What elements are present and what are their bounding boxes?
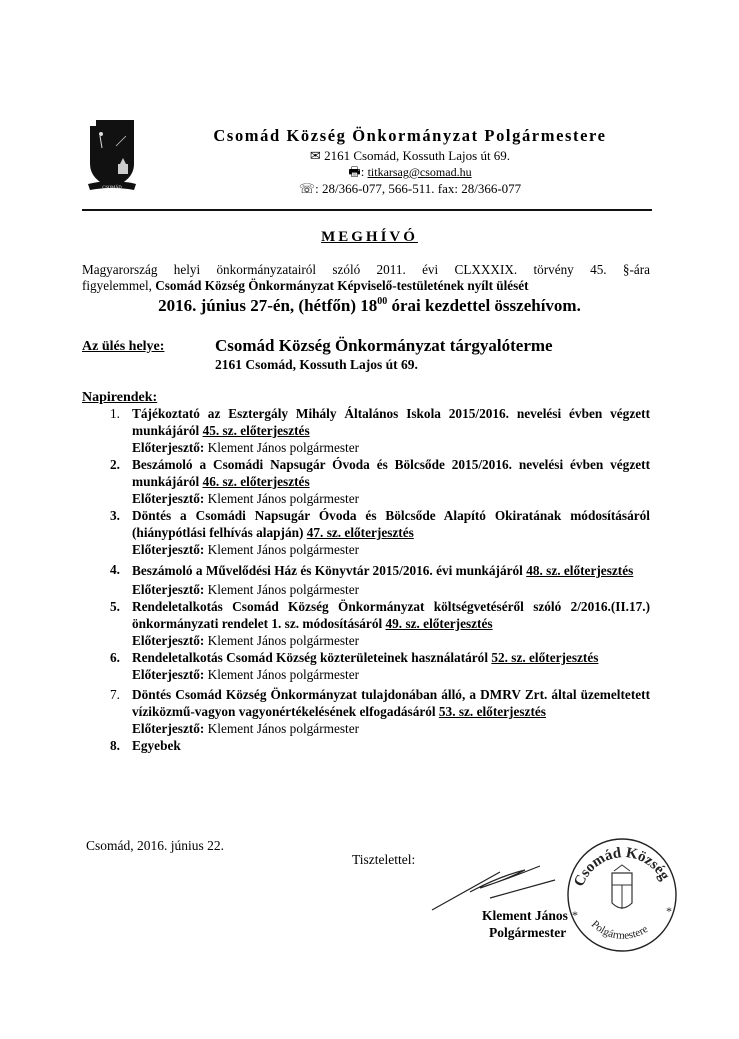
email-line: 🖶: titkarsag@csomad.hu	[348, 164, 472, 179]
proposal-reference: 48. sz. előterjesztés	[526, 563, 634, 578]
agenda-item-number: 6.	[110, 650, 120, 665]
coat-of-arms-icon	[86, 116, 138, 196]
closing-regards: Tisztelettel:	[352, 852, 416, 867]
venue-address: 2161 Csomád, Kossuth Lajos út 69.	[215, 357, 418, 372]
telephone-icon: ☏	[298, 181, 316, 196]
venue-name: Csomád Község Önkormányzat tárgyalóterme	[215, 336, 553, 355]
email-link[interactable]: titkarsag@csomad.hu	[367, 165, 472, 179]
svg-text:*: *	[572, 908, 578, 922]
agenda-item: 3. Döntés a Csomádi Napsugár Óvoda és Bölcsőde Alapító Okiratának módosításáról (hiánypótlási felhívás alapján) 47. sz. előterjesztés Előterjesztő: Klement János polgármester	[110, 508, 650, 557]
header-divider	[82, 209, 652, 211]
agenda-item: 6. Rendeletalkotás Csomád Község közterületeinek használatáról 52. sz. előterjesztés Előterjesztő: Klement János polgármester	[82, 649, 650, 683]
proposal-reference: 46. sz. előterjesztés	[202, 474, 310, 489]
agenda-item: 5. Rendeletalkotás Csomád Község Önkormányzat költségvetéséről szóló 2/2016.(II.17.) önkormányzati rendelet 1. sz. módosításáról 49. sz. előterjesztés Előterjesztő: Klement János polgármester	[110, 599, 650, 648]
presenter-line: Előterjesztő: Klement János polgármester	[132, 667, 360, 682]
signer-title: Polgármester	[489, 925, 567, 940]
svg-text:Csomád Község: Csomád Község	[571, 845, 673, 890]
presenter-line: Előterjesztő: Klement János polgármester	[132, 542, 360, 557]
phone-line: ☏: 28/366-077, 566-511. fax: 28/366-077	[298, 181, 522, 196]
official-stamp-icon	[562, 833, 680, 955]
agenda-list	[82, 405, 650, 754]
venue-label: Az ülés helye:	[82, 339, 165, 354]
proposal-reference: 52. sz. előterjesztés	[491, 650, 599, 665]
meeting-datetime: 2016. június 27-én, (hétfőn) $18^{00}$ órai kezdettel összehívom.	[158, 296, 581, 315]
agenda-heading: Napirendek:	[82, 390, 158, 405]
computer-icon: 🖶	[348, 164, 361, 179]
place-and-date: Csomád, 2016. június 22.	[86, 838, 225, 853]
presenter-line: Előterjesztő: Klement János polgármester	[132, 440, 360, 455]
svg-text:CSOMÁD: CSOMÁD	[102, 184, 122, 190]
agenda-item-number: 5.	[110, 599, 120, 614]
svg-text:*: *	[666, 904, 672, 918]
presenter-line: Előterjesztő: Klement János polgármester	[132, 633, 360, 648]
agenda-item-number: 8.	[110, 738, 120, 753]
envelope-icon: ✉	[309, 148, 321, 163]
proposal-reference: 45. sz. előterjesztés	[202, 423, 310, 438]
signer-name: Klement János	[482, 908, 568, 923]
agenda-item: 7. Döntés Csomád Község Önkormányzat tulajdonában álló, a DMRV Zrt. által üzemeltetett víziközmű-vagyon vagyonértékelésének elfogadásáról 53. sz. előterjesztés Előterjesztő: Klement János polgármester	[110, 687, 650, 736]
intro-paragraph: Magyarország helyi önkormányzatairól szóló 2011. évi CLXXXIX. törvény 45. §-ára figyelemmel, Csomád Község Önkormányzat Képviselő-testületének nyílt ülését	[82, 262, 650, 293]
proposal-reference: 53. sz. előterjesztés	[438, 704, 546, 719]
organization-name: Csomád Község Önkormányzat Polgármestere	[213, 126, 607, 145]
agenda-item: 8. Egyebek	[110, 738, 181, 753]
presenter-line: Előterjesztő: Klement János polgármester	[132, 721, 360, 736]
proposal-reference: 49. sz. előterjesztés	[385, 616, 493, 631]
presenter-line: Előterjesztő: Klement János polgármester	[132, 582, 360, 597]
proposal-reference: 47. sz. előterjesztés	[306, 525, 414, 540]
agenda-item: 2. Beszámoló a Csomádi Napsugár Óvoda és Bölcsőde 2015/2016. nevelési évben végzett munkájáról 46. sz. előterjesztés Előterjesztő: Klement János polgármester	[110, 457, 650, 506]
agenda-item: 4. Beszámoló a Művelődési Ház és Könyvtár 2015/2016. évi munkájáról 48. sz. előterjesztés Előterjesztő: Klement János polgármester	[82, 561, 650, 598]
agenda-item-number: 7.	[110, 687, 120, 702]
svg-text:Polgármestere: Polgármestere	[588, 918, 651, 942]
presenter-line: Előterjesztő: Klement János polgármester	[132, 491, 360, 506]
agenda-item-number: 1.	[110, 406, 120, 421]
agenda-item-number: 2.	[110, 457, 120, 472]
agenda-item: 1. Tájékoztató az Esztergály Mihály Általános Iskola 2015/2016. nevelési évben végzett munkájáról 45. sz. előterjesztés Előterjesztő: Klement János polgármester	[110, 406, 650, 455]
agenda-item-number: 3.	[110, 508, 120, 523]
agenda-item-number: 4.	[110, 562, 120, 577]
postal-address: ✉ 2161 Csomád, Kossuth Lajos út 69.	[309, 148, 511, 163]
document-title: MEGHÍVÓ	[321, 229, 418, 245]
